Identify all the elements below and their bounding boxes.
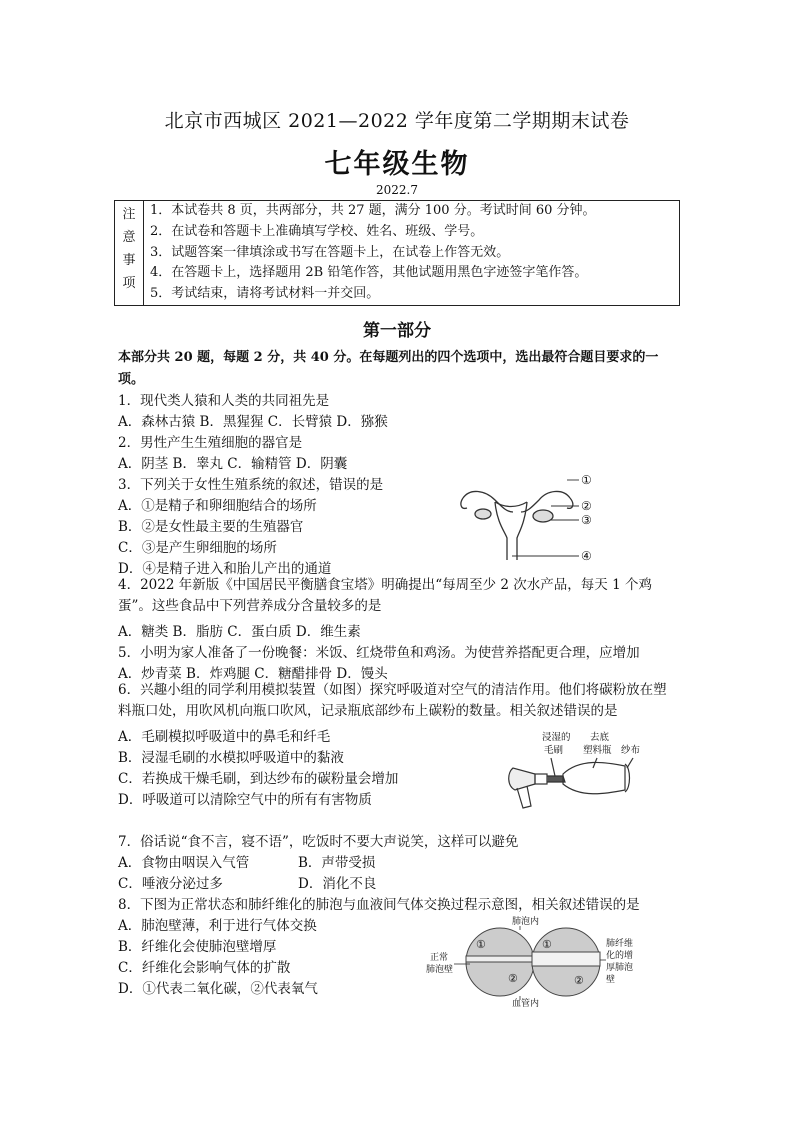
q2-stem: 2．男性产生生殖细胞的器官是 (118, 435, 303, 451)
q8-label-n1: ① (476, 938, 486, 951)
notice-item: 4．在答题卡上，选择题用 2B 铅笔作答，其他试题用黑色字迹签字笔作答。 (150, 265, 588, 281)
q3-option-d: D．④是精子进入和胎儿产出的通道 (118, 561, 332, 577)
part-intro: 本部分共 20 题，每题 2 分，共 40 分。在每题列出的四个选项中，选出最符合题目要求的一项。 (118, 350, 659, 387)
exam-subtitle: 七年级生物 (324, 149, 470, 180)
notice-item: 5．考试结束，请将考试材料一并交回。 (150, 286, 380, 302)
q4-stem: 4．2022 年新版《中国居民平衡膳食宝塔》明确提出“每周至少 2 次水产品，每天 1 个鸡蛋”。这些食品中下列营养成分含量较多的是 (118, 577, 652, 614)
q6-label-bottle2: 塑料瓶 (583, 745, 612, 756)
notice-item: 3．试题答案一律填涂或书写在答题卡上，在试卷上作答无效。 (150, 244, 510, 260)
notice-label (115, 201, 144, 306)
q8-label-n2: ② (574, 974, 584, 987)
q3-option-b: B．②是女性最主要的生殖器官 (118, 519, 304, 535)
q3-fig-label-4: ④ (581, 549, 592, 563)
q2-options: A．阴茎 B．睾丸 C．输精管 D．阴囊 (118, 456, 348, 472)
q8-option-b: B．纤维化会使肺泡壁增厚 (118, 939, 277, 955)
notice-label-char: 项 (122, 276, 136, 291)
q8-label-left2: 肺泡壁 (426, 965, 454, 975)
q7-option-c: C．唾液分泌过多 (118, 876, 223, 892)
q8-label-top: 肺泡内 (512, 917, 540, 927)
notice-label-char: 注 (122, 207, 136, 222)
notice-label-char: 意 (122, 230, 136, 245)
q6-stem: 6．兴趣小组的同学利用模拟装置（如图）探究呼吸道对空气的清洁作用。他们将碳粉放在塑料瓶口处，用吹风机向瓶口吹风，记录瓶底部纱布上碳粉的数量。相关叙述错误的是 (118, 682, 667, 719)
q7-option-b: B．声带受损 (298, 855, 376, 871)
notice-label-char: 事 (122, 253, 136, 268)
q8-option-d: D．①代表二氧化碳，②代表氧气 (118, 981, 318, 997)
q7-option-a: A．食物由咽误入气管 (118, 855, 250, 871)
q8-label-right: 壁 (606, 975, 616, 985)
q1-options: A．森林古猿 B．黑猩猩 C．长臂猿 D．猕猴 (118, 414, 388, 430)
breathing-model-figure (505, 728, 655, 818)
q4-options: A．糖类 B．脂肪 C．蛋白质 D．维生素 (118, 624, 361, 640)
q7-options-row2 (118, 872, 478, 892)
q8-option-a: A．肺泡壁薄，利于进行气体交换 (118, 918, 317, 934)
q7-stem: 7．俗话说“食不言，寝不语”，吃饭时不要大声说笑，这样可以避免 (118, 834, 519, 850)
q8-label-right: 厚肺泡 (606, 963, 634, 973)
q8-label-bottom: 血管内 (512, 999, 540, 1009)
q7-option-d: D．消化不良 (298, 876, 377, 892)
q8-label-right: 化的增 (606, 951, 634, 961)
q3-fig-label-2: ② (581, 499, 592, 513)
notice-item: 2．在试卷和答题卡上准确填写学校、姓名、班级、学号。 (150, 223, 484, 239)
q6-label-brush2: 毛刷 (544, 745, 564, 756)
q6-label-bottle: 去底 (590, 732, 610, 743)
q6-label-brush: 浸湿的 (542, 732, 571, 743)
notice-box (114, 200, 680, 306)
alveolus-exchange-figure (420, 912, 640, 1012)
q3-fig-label-1: ① (581, 473, 592, 487)
q1-stem: 1．现代类人猿和人类的共同祖先是 (118, 393, 330, 409)
q3-fig-label-3: ③ (581, 513, 592, 527)
q8-label-left1: 正常 (430, 953, 449, 963)
q7-options-row1 (118, 851, 478, 871)
q8-label-n1: ① (542, 938, 552, 951)
q6-option-d: D．呼吸道可以清除空气中的所有有害物质 (118, 792, 372, 808)
q6-option-b: B．浸湿毛刷的水模拟呼吸道中的黏液 (118, 750, 344, 766)
exam-title: 北京市西城区 2021—2022 学年度第二学期期末试卷 (164, 110, 630, 132)
q3-stem: 3．下列关于女性生殖系统的叙述，错误的是 (118, 477, 384, 493)
q8-option-c: C．纤维化会影响气体的扩散 (118, 960, 291, 976)
q8-stem: 8．下图为正常状态和肺纤维化的肺泡与血液间气体交换过程示意图，相关叙述错误的是 (118, 897, 640, 913)
notice-items (144, 201, 680, 306)
exam-date: 2022.7 (376, 183, 418, 197)
q6-label-gauze: 纱布 (621, 745, 641, 756)
part-title: 第一部分 (363, 321, 431, 341)
q5-options: A．炒青菜 B．炸鸡腿 C．糖醋排骨 D．馒头 (118, 666, 388, 682)
q3-option-c: C．③是产生卵细胞的场所 (118, 540, 277, 556)
q3-option-a: A．①是精子和卵细胞结合的场所 (118, 498, 317, 514)
female-reproductive-figure (455, 468, 605, 568)
q5-stem: 5．小明为家人准备了一份晚餐：米饭、红烧带鱼和鸡汤。为使营养搭配更合理，应增加 (118, 645, 640, 661)
q6-option-c: C．若换成干燥毛刷，到达纱布的碳粉量会增加 (118, 771, 399, 787)
q8-label-n2: ② (508, 972, 518, 985)
q6-option-a: A．毛刷模拟呼吸道中的鼻毛和纤毛 (118, 729, 331, 745)
q8-label-right: 肺纤维 (606, 939, 634, 949)
notice-item: 1．本试卷共 8 页，共两部分，共 27 题，满分 100 分。考试时间 60 分钟。 (150, 203, 596, 218)
